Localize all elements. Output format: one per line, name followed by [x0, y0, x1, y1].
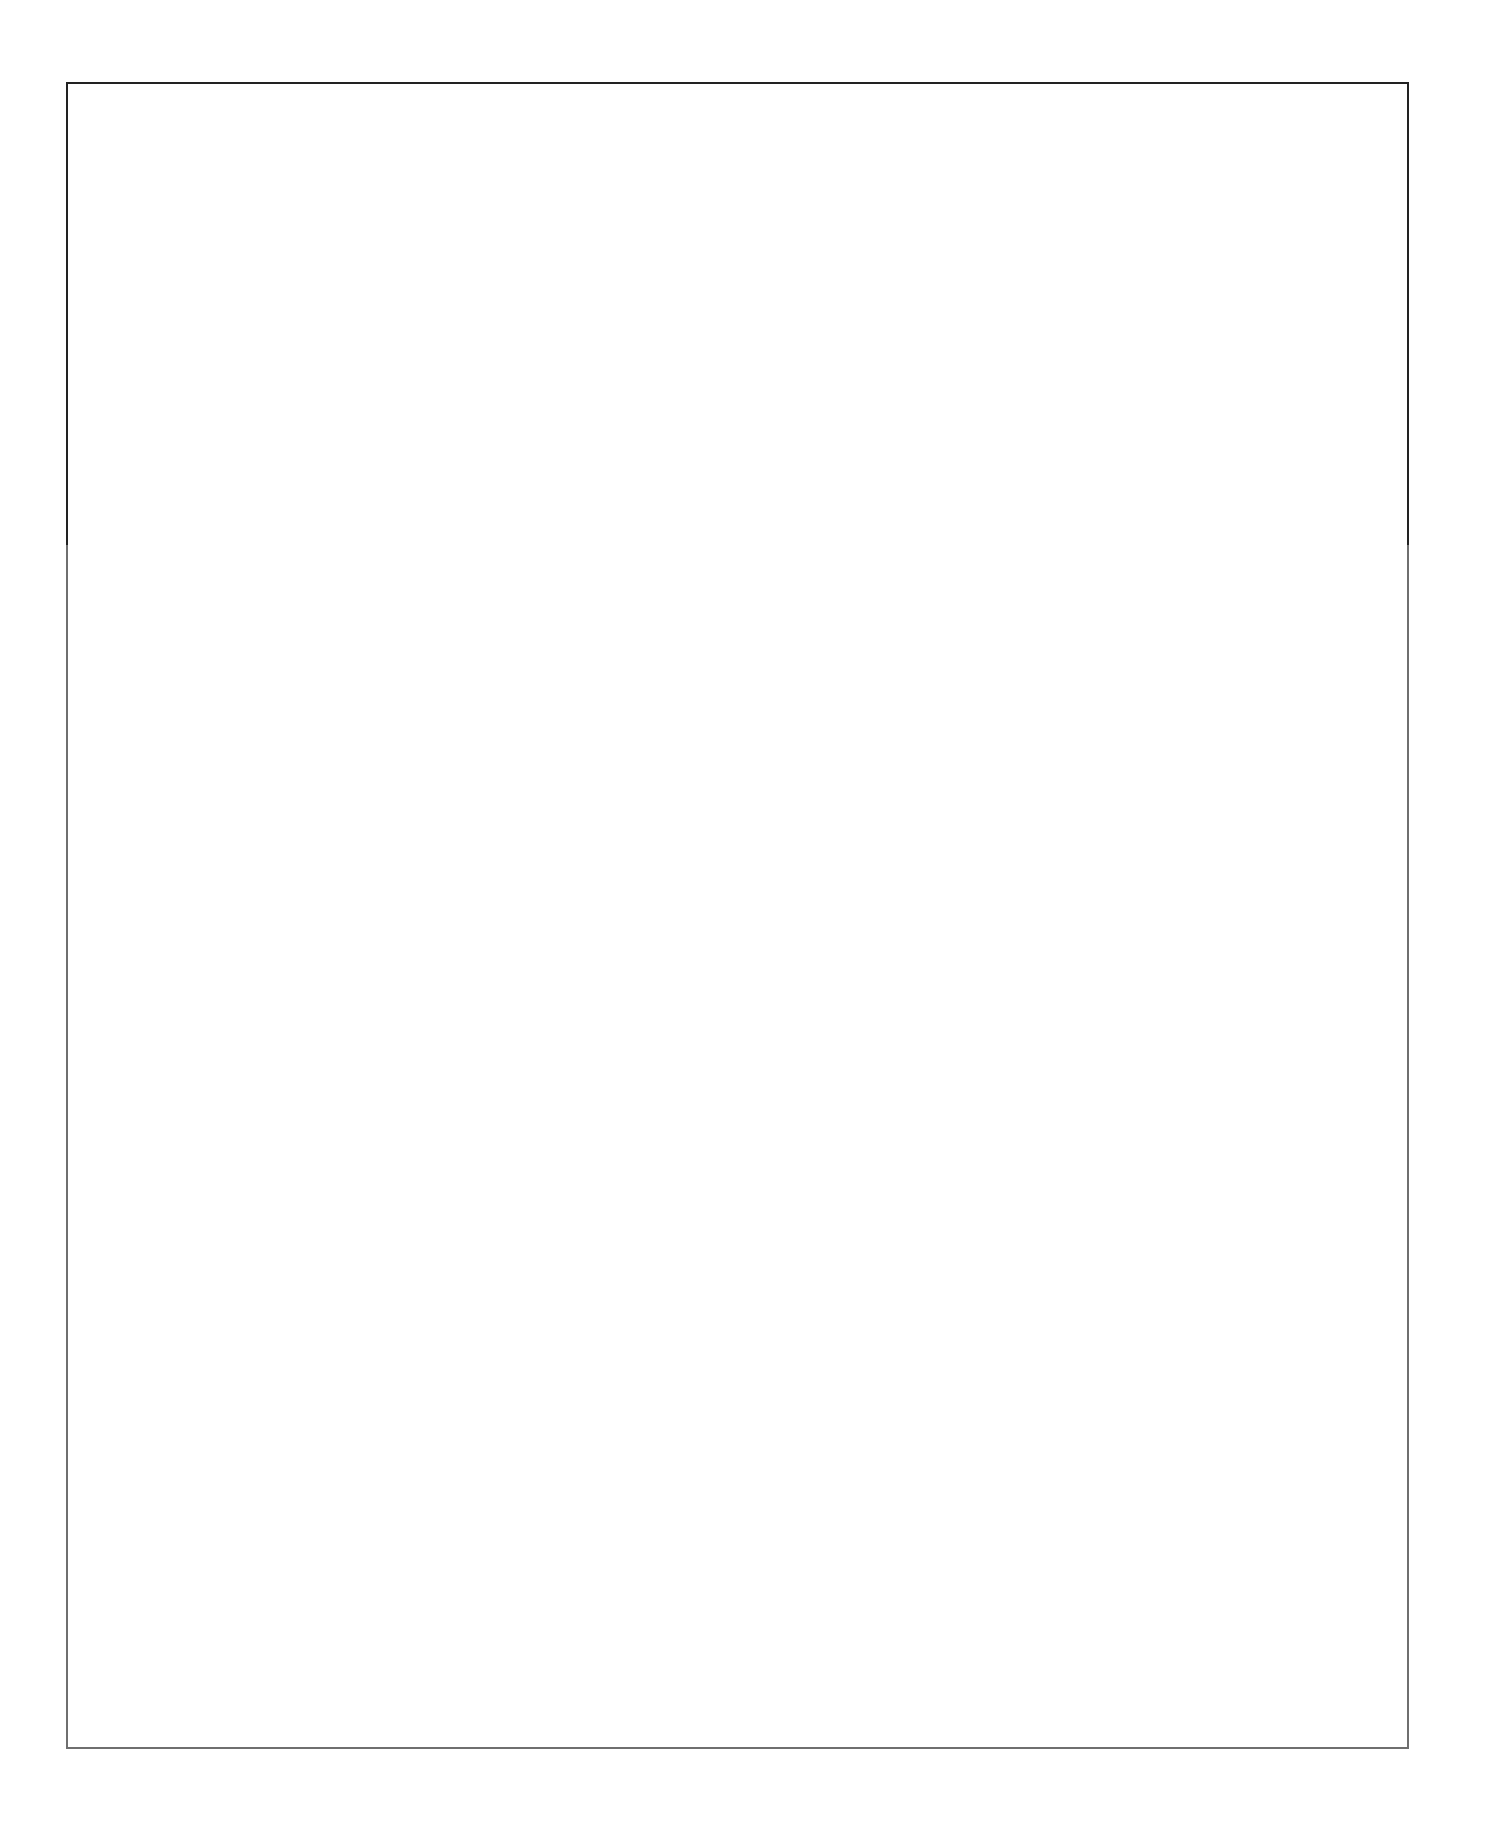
- blurred-lower-section: [0, 545, 1500, 1828]
